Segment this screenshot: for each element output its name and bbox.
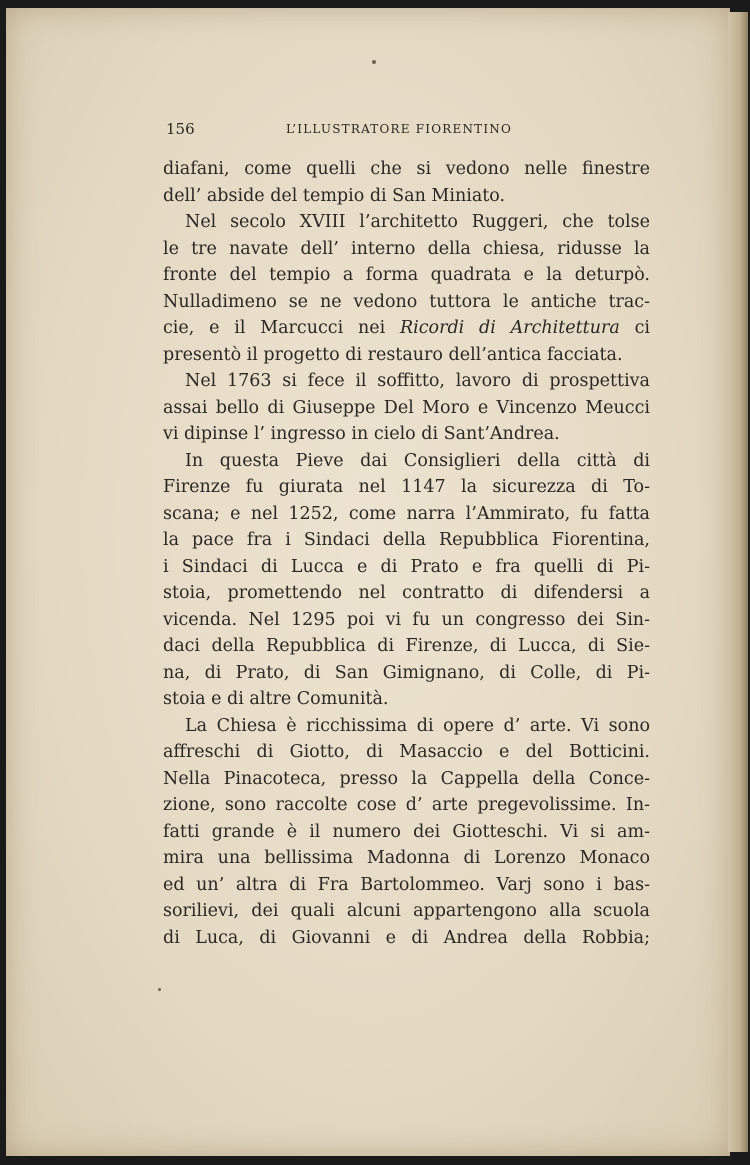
text-line: Nulladimeno se ne vedono tuttora le antiche trac-: [163, 291, 650, 312]
text-line: presentò il progetto di restauro dell’antica facciata.: [163, 344, 623, 365]
page-number: 156: [166, 120, 195, 138]
body-text: [163, 156, 650, 951]
text-line: di Luca, di Giovanni e di Andrea della Robbia;: [163, 927, 650, 948]
text-line: stoia, promettendo nel contratto di difendersi a: [163, 583, 650, 603]
text-line-part: ci: [634, 318, 650, 338]
text-line: scana; e nel 1252, come narra l’Ammirato, fu fatta: [163, 503, 650, 524]
running-head: L’ILLUSTRATORE FIORENTINO: [286, 122, 513, 136]
text-line: zione, sono raccolte cose d’ arte pregevolissime. In-: [163, 795, 650, 815]
text-line: i Sindaci di Lucca e di Prato e fra quelli di Pi-: [163, 556, 650, 577]
text-line: assai bello di Giuseppe Del Moro e Vincenzo Meucci: [163, 397, 650, 418]
text-line: vicenda. Nel 1295 poi vi fu un congresso dei Sin-: [163, 609, 650, 630]
text-line: ed un’ altra di Fra Bartolommeo. Varj sono i bas-: [163, 874, 650, 895]
text-line: fatti grande è il numero dei Giotteschi. Vi si am-: [163, 821, 650, 842]
text-line: sorilievi, dei quali alcuni appartengono alla scuola: [163, 901, 650, 921]
text-line: la pace fra i Sindaci della Repubblica Fiorentina,: [163, 530, 650, 550]
page-header: [166, 120, 651, 142]
text-line: mira una bellissima Madonna di Lorenzo Monaco: [163, 848, 650, 868]
ink-speck: [158, 988, 161, 991]
text-line: Nella Pinacoteca, presso la Cappella della Conce-: [163, 768, 650, 789]
text-line: Nel 1763 si fece il soffitto, lavoro di prospettiva: [185, 371, 650, 391]
text-line: affreschi di Giotto, di Masaccio e del Botticini.: [163, 742, 650, 762]
text-line: na, di Prato, di San Gimignano, di Colle, di Pi-: [163, 662, 650, 683]
text-line: vi dipinse l’ ingresso in cielo di Sant’Andrea.: [163, 424, 560, 444]
text-line: le tre navate dell’ interno della chiesa, ridusse la: [163, 238, 650, 259]
text-line-part: cie, e il Marcucci nei: [163, 318, 386, 338]
text-line: Firenze fu giurata nel 1147 la sicurezza di To-: [163, 477, 650, 497]
text-line: daci della Repubblica di Firenze, di Lucca, di Sie-: [163, 636, 650, 656]
text-line: diafani, come quelli che si vedono nelle finestre: [163, 159, 650, 179]
page-edge: [728, 12, 748, 1152]
text-line: stoia e di altre Comunità.: [163, 689, 389, 709]
text-line: Nel secolo XVIII l’architetto Ruggeri, che tolse: [185, 212, 650, 232]
ink-speck: [372, 60, 376, 64]
text-line: La Chiesa è ricchissima di opere d’ arte. Vi sono: [185, 715, 650, 736]
book-title: Ricordi di Architettura: [399, 318, 620, 338]
text-line: In questa Pieve dai Consiglieri della città di: [185, 450, 650, 471]
text-line-with-title: [163, 315, 650, 342]
text-line: fronte del tempio a forma quadrata e la deturpò.: [163, 265, 650, 285]
text-line: dell’ abside del tempio di San Miniato.: [163, 185, 506, 206]
